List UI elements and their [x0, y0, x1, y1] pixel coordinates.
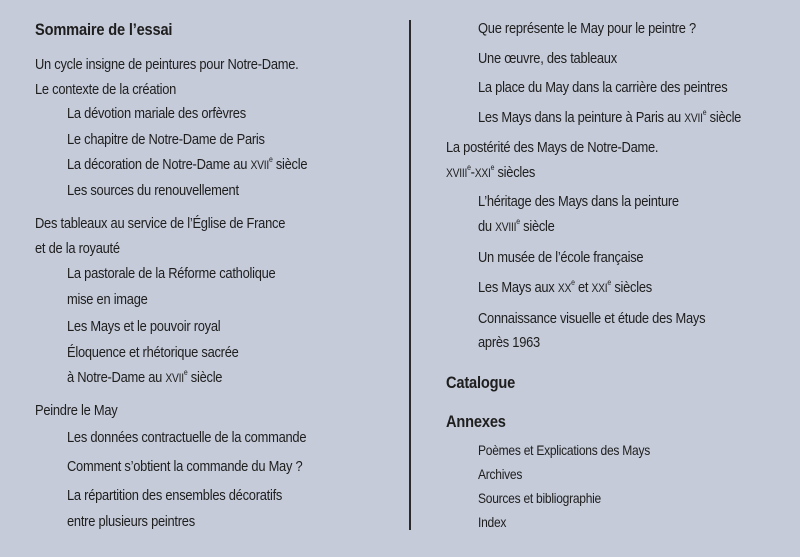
- toc-section: Que représente le May pour le peintre ?: [478, 20, 696, 37]
- toc-section: à Notre-Dame au XVIIe siècle: [67, 368, 223, 386]
- toc-annexes-heading: Annexes: [446, 412, 506, 431]
- toc-section: Les Mays aux XXe et XXIe siècles: [478, 278, 652, 296]
- toc-chapter: La postérité des Mays de Notre-Dame.: [446, 139, 659, 156]
- toc-section: La répartition des ensembles décoratifs: [67, 487, 283, 504]
- toc-section: Un musée de l’école française: [478, 249, 644, 266]
- toc-section: Les sources du renouvellement: [67, 182, 239, 199]
- toc-section: Connaissance visuelle et étude des Mays: [478, 310, 706, 327]
- column-divider: [409, 20, 411, 530]
- toc-chapter: XVIIIe-XXIe siècles: [446, 163, 536, 181]
- toc-annex-item: Index: [478, 514, 507, 530]
- toc-section: après 1963: [478, 334, 540, 351]
- toc-section: La dévotion mariale des orfèvres: [67, 105, 246, 122]
- toc-chapter: Le contexte de la création: [35, 81, 177, 98]
- toc-section: du XVIIIe siècle: [478, 217, 555, 235]
- toc-section: mise en image: [67, 291, 148, 308]
- toc-section: Le chapitre de Notre-Dame de Paris: [67, 131, 265, 148]
- toc-section: Les Mays et le pouvoir royal: [67, 318, 221, 335]
- toc-annex-item: Poèmes et Explications des Mays: [478, 442, 651, 458]
- toc-section: Les Mays dans la peinture à Paris au XVIIe siècle: [478, 108, 742, 126]
- toc-section: La pastorale de la Réforme catholique: [67, 265, 276, 282]
- toc-section: Comment s’obtient la commande du May ?: [67, 458, 303, 475]
- toc-section: La décoration de Notre-Dame au XVIIe siècle: [67, 155, 308, 173]
- toc-chapter: et de la royauté: [35, 240, 120, 257]
- toc-section: L’héritage des Mays dans la peinture: [478, 193, 679, 210]
- toc-catalogue-heading: Catalogue: [446, 373, 516, 392]
- toc-chapter: Peindre le May: [35, 402, 118, 419]
- toc-chapter: Des tableaux au service de l’Église de France: [35, 215, 286, 232]
- toc-annex-item: Archives: [478, 466, 523, 482]
- toc-section: Les données contractuelle de la commande: [67, 429, 307, 446]
- toc-title: Sommaire de l’essai: [35, 20, 173, 39]
- toc-chapter: Un cycle insigne de peintures pour Notre-Dame.: [35, 56, 299, 73]
- toc-section: entre plusieurs peintres: [67, 513, 195, 530]
- toc-section: Une œuvre, des tableaux: [478, 50, 617, 67]
- toc-section: La place du May dans la carrière des peintres: [478, 79, 728, 96]
- toc-section: Éloquence et rhétorique sacrée: [67, 344, 239, 361]
- toc-annex-item: Sources et bibliographie: [478, 490, 601, 506]
